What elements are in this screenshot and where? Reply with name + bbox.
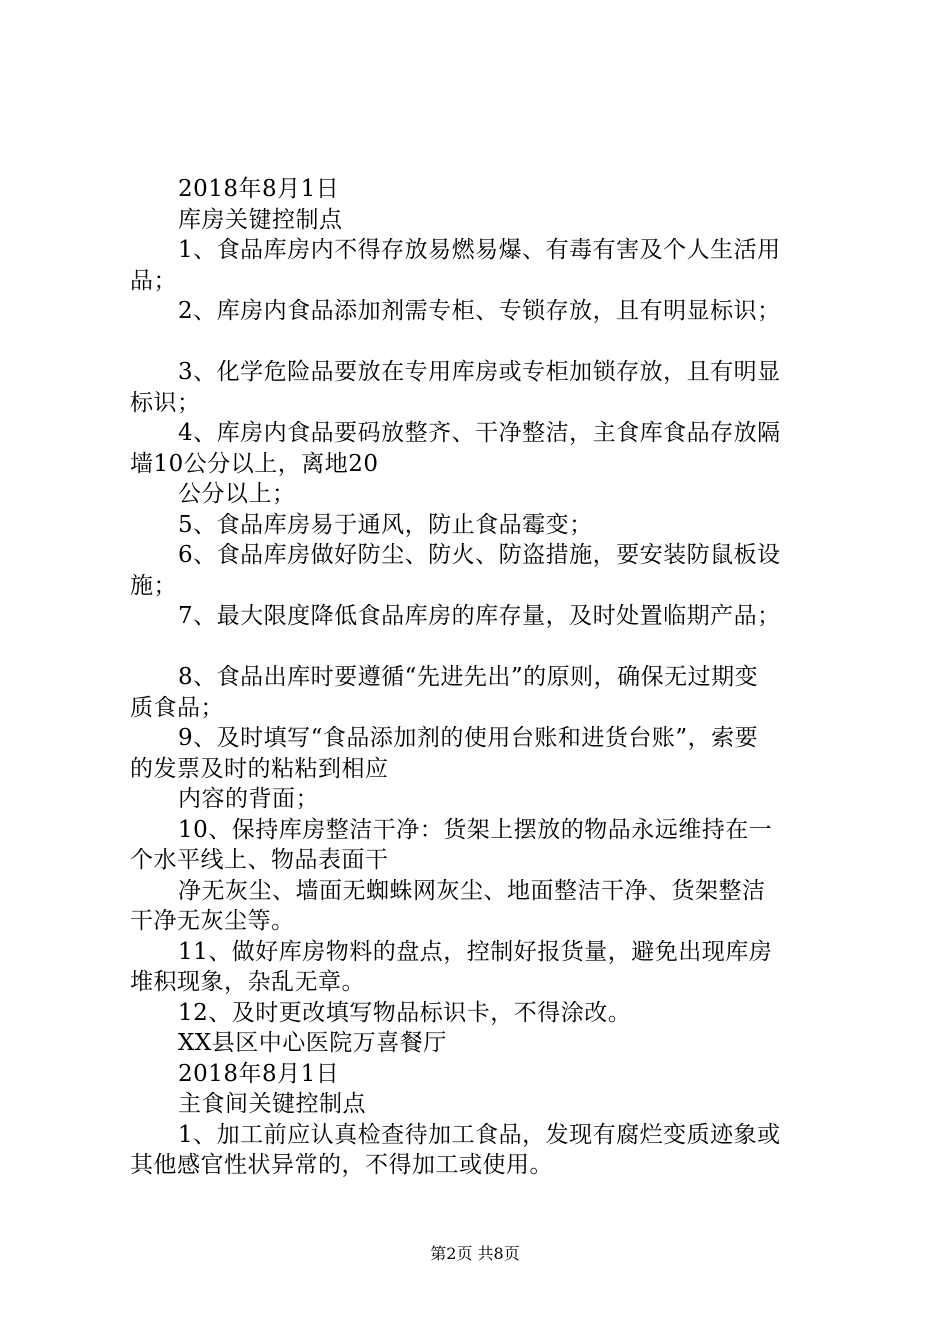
document-body bbox=[130, 174, 830, 1181]
organization-name: XX县区中心医院万喜餐厅 bbox=[178, 1030, 447, 1056]
paragraph-line: 7、最大限度降低食品库房的库存量，及时处置临期产品； bbox=[178, 603, 781, 629]
paragraph-line: 11、做好库房物料的盘点，控制好报货量，避免出现库房 bbox=[178, 938, 773, 965]
paragraph-line: 9、及时填写“食品添加剂的使用台账和进货台账”，索要 bbox=[178, 725, 759, 751]
paragraph-line: 堆积现象，杂乱无章。 bbox=[130, 969, 365, 995]
section-title-storeroom: 库房关键控制点 bbox=[178, 206, 343, 233]
paragraph-line: 质食品； bbox=[130, 694, 224, 721]
paragraph-line: 公分以上； bbox=[178, 481, 296, 507]
paragraph-line: 品； bbox=[130, 267, 177, 294]
paragraph-line: 墙10公分以上，离地20 bbox=[130, 450, 379, 477]
paragraph-line: 10、保持库房整洁干净：货架上摆放的物品永远维持在一 bbox=[178, 816, 773, 843]
paragraph-line: 1、加工前应认真检查待加工食品，发现有腐烂变质迹象或 bbox=[178, 1121, 781, 1148]
paragraph-line: 6、食品库房做好防尘、防火、防盗措施，要安装防鼠板设 bbox=[178, 542, 781, 568]
paragraph-line: 1、食品库房内不得存放易燃易爆、有毒有害及个人生活用 bbox=[178, 237, 781, 263]
paragraph-line: 干净无灰尘等。 bbox=[130, 908, 295, 934]
paragraph-line: 标识； bbox=[130, 389, 201, 416]
paragraph-line: 4、库房内食品要码放整齐、干净整洁，主食库食品存放隔 bbox=[178, 420, 781, 446]
paragraph-line: 的发票及时的粘粘到相应 bbox=[130, 755, 389, 782]
paragraph-line: 内容的背面； bbox=[178, 786, 319, 812]
paragraph-line: 12、及时更改填写物品标识卡，不得涂改。 bbox=[178, 999, 632, 1026]
paragraph-line: 8、食品出库时要遵循“先进先出”的原则，确保无过期变 bbox=[178, 664, 759, 690]
date-line: 2018年8月1日 bbox=[178, 176, 340, 202]
section-title-staple-room: 主食间关键控制点 bbox=[178, 1091, 366, 1117]
paragraph-line: 2、库房内食品添加剂需专柜、专锁存放，且有明显标识； bbox=[178, 298, 781, 324]
paragraph-line: 3、化学危险品要放在专用库房或专柜加锁存放，且有明显 bbox=[178, 359, 781, 385]
paragraph-line: 其他感官性状异常的，不得加工或使用。 bbox=[130, 1152, 553, 1178]
date-line: 2018年8月1日 bbox=[178, 1060, 340, 1087]
paragraph-line: 5、食品库房易于通风，防止食品霉变； bbox=[178, 511, 593, 538]
paragraph-line: 净无灰尘、墙面无蜘蛛网灰尘、地面整洁干净、货架整洁 bbox=[178, 877, 766, 904]
page-number-footer: 第2页 共8页 bbox=[430, 1244, 520, 1263]
blank-line bbox=[130, 632, 830, 663]
blank-line bbox=[130, 327, 830, 358]
paragraph-line: 个水平线上、物品表面干 bbox=[130, 847, 389, 873]
paragraph-line: 施； bbox=[130, 572, 177, 599]
